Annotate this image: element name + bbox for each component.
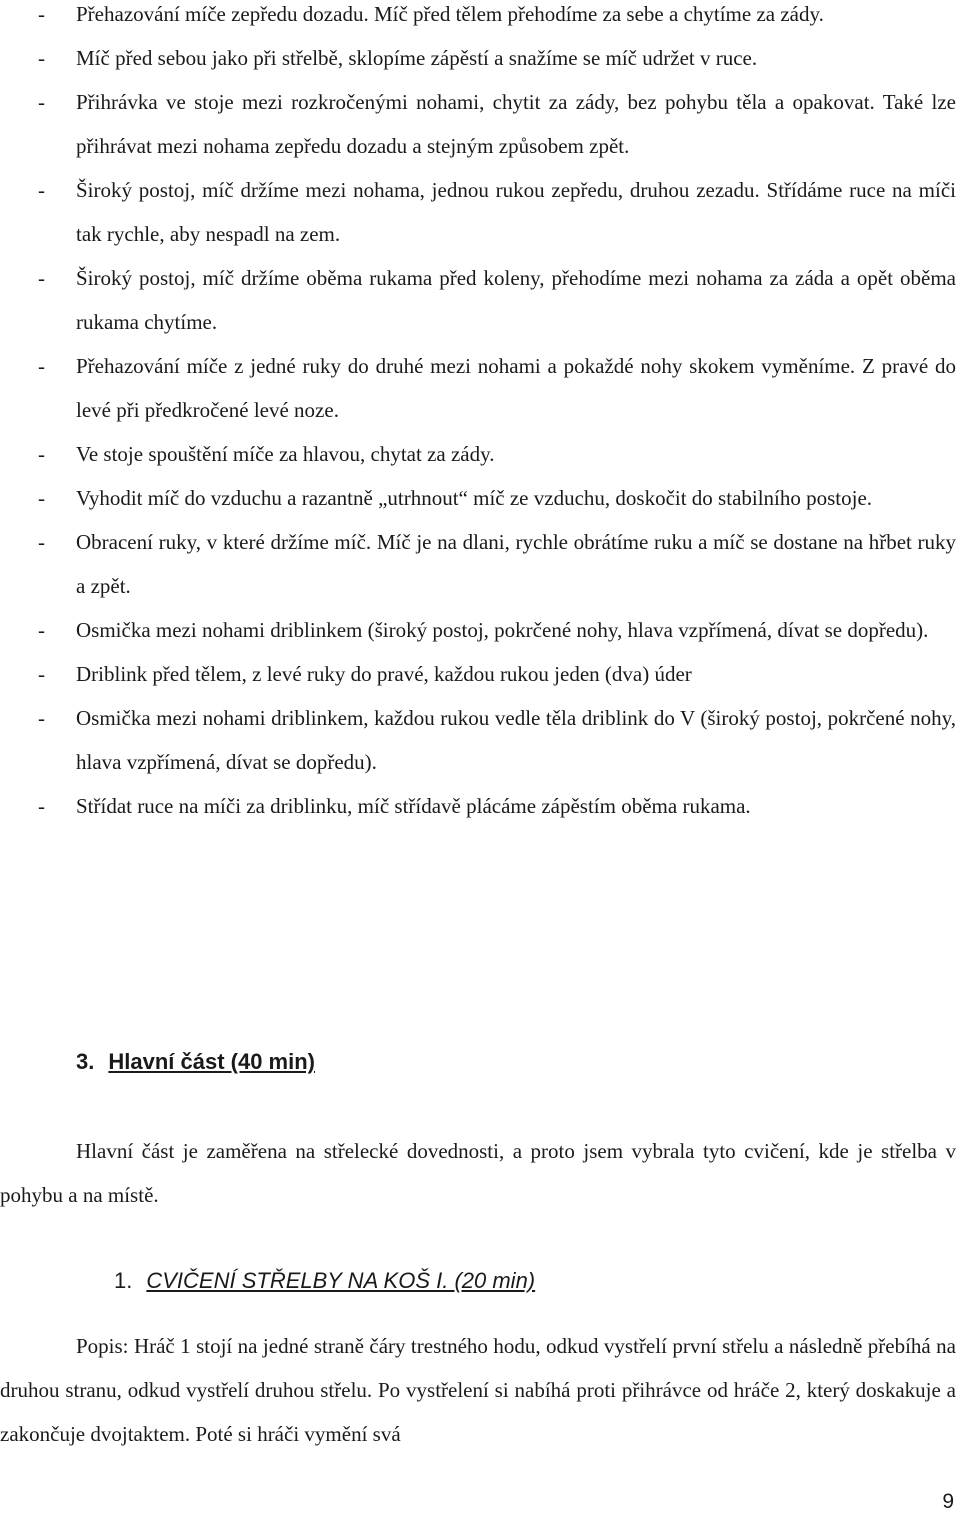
description-paragraph: Popis: Hráč 1 stojí na jedné straně čáry trestného hodu, odkud vystřelí první střelu a následně přebíhá na druhou stranu, odkud vystřelí druhou střelu. Po vystřelení si nabíhá proti přihrávce od hráče 2, který doskakuje a zakončuje dvojtaktem. Poté si hráči vymění svá [0,1334,956,1446]
list-item [0,36,960,80]
page-number: 9 [942,1490,954,1513]
bullet-dash: - [38,794,45,818]
bullet-dash: - [38,178,45,202]
list-item [0,608,960,652]
list-item-text: Osmička mezi nohami driblinkem, každou rukou vedle těla driblink do V (široký postoj, pokrčené nohy, hlava vzpřímená, dívat se dopředu). [76,706,956,774]
bullet-dash: - [38,662,45,686]
bullet-dash: - [38,618,45,642]
bullet-dash: - [38,2,45,26]
section-number: 3. [76,1049,95,1074]
list-item-text: Široký postoj, míč držíme mezi nohama, jednou rukou zepředu, druhou zezadu. Střídáme ruce na míči tak rychle, aby nespadl na zem. [76,178,956,246]
list-item [0,80,960,168]
list-item-text: Osmička mezi nohami driblinkem (široký postoj, pokrčené nohy, hlava vzpřímená, dívat se dopředu). [76,618,929,642]
section-paragraph: Hlavní část je zaměřena na střelecké dovednosti, a proto jsem vybrala tyto cvičení, kde je střelba v pohybu a na místě. [0,1139,956,1207]
list-item-text: Obracení ruky, v které držíme míč. Míč je na dlani, rychle obrátíme ruku a míč se dostane na hřbet ruky a zpět. [76,530,956,598]
bullet-dash: - [38,486,45,510]
list-item [0,696,960,784]
list-item-text: Míč před sebou jako při střelbě, sklopíme zápěstí a snažíme se míč udržet v ruce. [76,46,758,70]
list-item-text: Široký postoj, míč držíme oběma rukama před koleny, přehodíme mezi nohama za záda a opět oběma rukama chytíme. [76,266,956,334]
bullet-dash: - [38,530,45,554]
bullet-dash: - [38,266,45,290]
list-item-text: Střídat ruce na míči za driblinku, míč střídavě plácáme zápěstím oběma rukama. [76,794,751,818]
subsection-title: CVIČENÍ STŘELBY NA KOŠ I. (20 min) [146,1268,536,1293]
list-item [0,652,960,696]
list-item-text: Driblink před tělem, z levé ruky do pravé, každou rukou jeden (dva) úder [76,662,692,686]
list-item [0,520,960,608]
bullet-dash: - [38,442,45,466]
bullet-dash: - [38,354,45,378]
list-item [0,344,960,432]
list-item [0,168,960,256]
list-item-text: Vyhodit míč do vzduchu a razantně „utrhnout“ míč ze vzduchu, doskočit do stabilního postoje. [76,486,873,510]
list-item [0,432,960,476]
subsection-number: 1. [114,1268,133,1293]
list-item [0,0,960,36]
list-item [0,784,960,828]
subsection-heading [114,1261,535,1301]
bullet-dash: - [38,46,45,70]
list-item [0,256,960,344]
section-heading-main [76,1042,315,1082]
list-item-text: Ve stoje spouštění míče za hlavou, chytat za zády. [76,442,495,466]
bullet-dash: - [38,706,45,730]
bullet-dash: - [38,90,45,114]
section-title: Hlavní část (40 min) [108,1049,315,1074]
list-item-text: Přehazování míče z jedné ruky do druhé mezi nohami a pokaždé nohy skokem vyměníme. Z pravé do levé při předkročené levé noze. [76,354,956,422]
list-item-text: Přihrávka ve stoje mezi rozkročenými nohami, chytit za zády, bez pohybu těla a opakovat. Také lze přihrávat mezi nohama zepředu dozadu a stejným způsobem zpět. [76,90,956,158]
list-item-text: Přehazování míče zepředu dozadu. Míč před tělem přehodíme za sebe a chytíme za zády. [76,2,824,26]
list-item [0,476,960,520]
